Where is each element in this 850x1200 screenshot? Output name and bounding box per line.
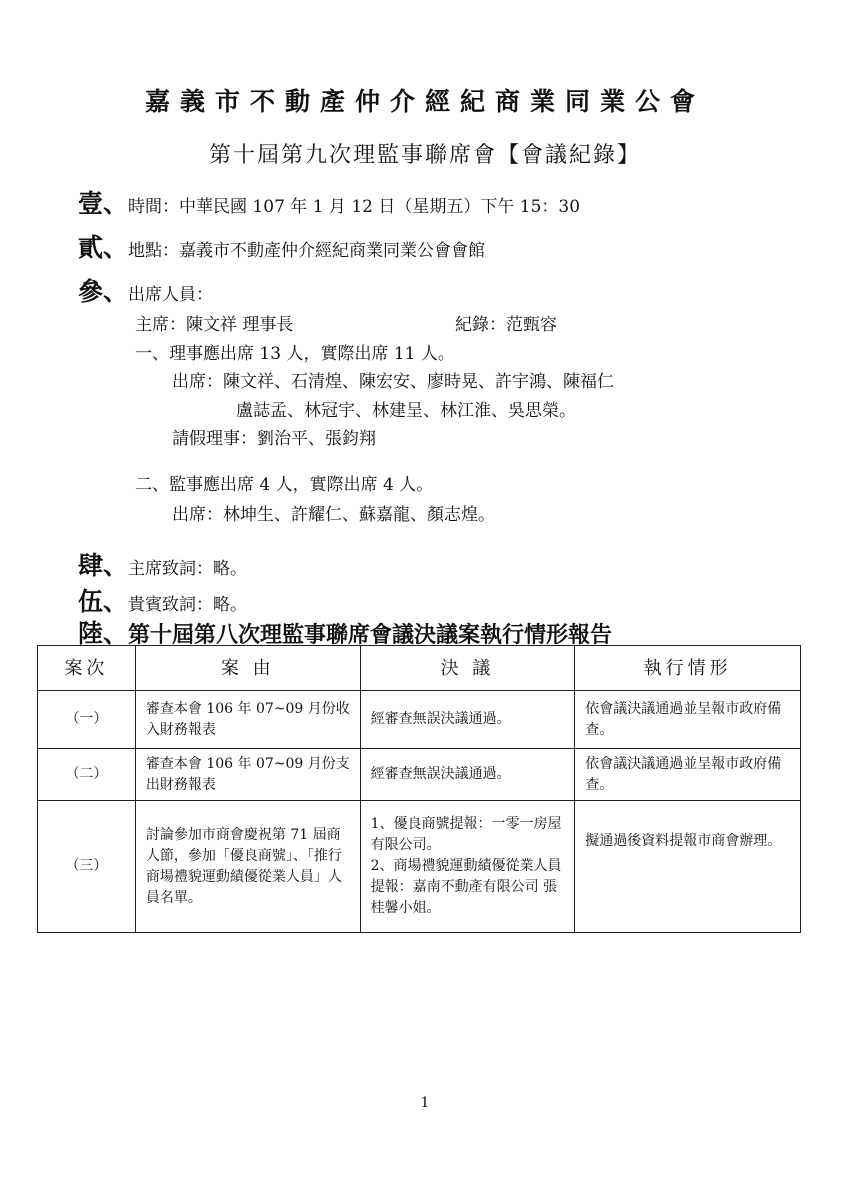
supervisors-present-line: 出席：林坤生、許耀仁、蘇嘉龍、顏志煌。 [172,505,495,525]
section-number: 貳 [78,233,104,262]
case-resolution: 經審查無誤決議通過。 [360,691,575,749]
supervisors-header: 二、監事應出席 4 人，實際出席 4 人。 [135,475,434,495]
case-subject: 審查本會 106 年 07~09 月份支出財務報表 [135,749,360,801]
section-location: 貳、地點：嘉義市不動產仲介經紀商業同業公會會館 [78,233,486,262]
resolution-report-table [37,645,801,933]
case-status: 擬通過後資料提報市商會辦理。 [575,801,801,933]
document-subtitle: 第十屆第九次理監事聯席會【會議紀錄】 [208,143,641,168]
section-text: 第十屆第八次理監事聯席會議決議案執行情形報告 [128,622,613,648]
case-subject: 討論參加市商會慶祝第 71 屆商人節，參加「優良商號」、「推行商場禮貌運動績優從業人員」人員名單。 [135,801,360,933]
case-status: 依會議決議通過並呈報市政府備查。 [575,691,801,749]
resolution-item-2: 2、商場禮貌運動績優從業人員提報：嘉南不動產有限公司 張桂馨小姐。 [370,858,562,916]
header-subject: 案 由 [135,646,360,691]
header-status: 執行情形 [575,646,801,691]
case-subject: 審查本會 106 年 07~09 月份收入財務報表 [135,691,360,749]
document-title: 嘉義市不動產仲介經紀商業同業公會 [144,87,705,116]
case-number: （一） [38,691,136,749]
table-row [38,801,801,933]
case-status: 依會議決議通過並呈報市政府備查。 [575,749,801,801]
table-header-row [38,646,801,691]
case-resolution: 經審查無誤決議通過。 [360,749,575,801]
directors-leave-line: 請假理事：劉治平、張鈞翔 [172,429,376,449]
section-text: 貴賓致詞：略。 [128,595,248,615]
table-row [38,749,801,801]
page-number: 1 [420,1095,430,1111]
section-text: 主席致詞：略。 [128,559,248,579]
section-number: 肆 [78,551,104,580]
section-guest-speech: 伍、貴賓致詞：略。 [78,587,248,616]
section-text: 出席人員： [128,285,214,305]
recorder-line: 紀錄：范甄容 [455,315,557,335]
section-number: 壹 [78,189,104,218]
case-resolution [360,801,575,933]
section-text: 時間：中華民國 107 年 1 月 12 日（星期五）下午 15：30 [128,197,581,217]
section-number: 參 [78,277,104,306]
section-text: 地點：嘉義市不動產仲介經紀商業同業公會會館 [128,241,486,261]
directors-header: 一、理事應出席 13 人，實際出席 11 人。 [135,344,455,364]
section-time: 壹、時間：中華民國 107 年 1 月 12 日（星期五）下午 15：30 [78,189,581,218]
header-case-number: 案次 [38,646,136,691]
directors-present-line-1: 出席：陳文祥、石清煌、陳宏安、廖時晃、許宇鴻、陳福仁 [172,372,614,392]
section-attendance: 參、出席人員： [78,277,214,306]
header-resolution: 決 議 [360,646,575,691]
table-row [38,691,801,749]
section-number: 陸 [78,619,104,648]
section-number: 伍 [78,587,104,616]
resolution-item-1: 1、優良商號提報：一零一房屋有限公司。 [370,816,562,853]
section-chair-speech: 肆、主席致詞：略。 [78,551,248,580]
chair-line: 主席：陳文祥 理事長 [135,315,294,335]
case-number: （三） [38,801,136,933]
directors-present-line-2: 盧誌孟、林冠宇、林建呈、林江淮、吳思榮。 [236,401,576,421]
case-number: （二） [38,749,136,801]
section-report: 陸、第十屆第八次理監事聯席會議決議案執行情形報告 [78,619,613,648]
